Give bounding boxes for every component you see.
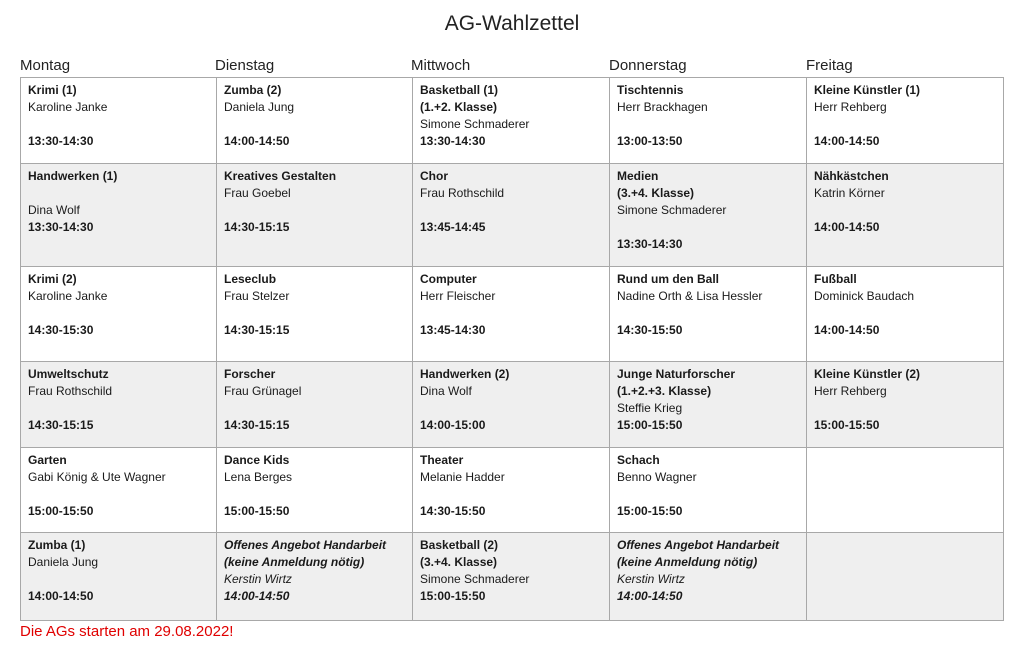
- spacer-line: [814, 116, 997, 133]
- spacer-line: [814, 202, 997, 219]
- activity-name: Chor: [420, 169, 448, 183]
- activity-detail: Frau Stelzer: [224, 289, 290, 303]
- activity-detail: Steffie Krieg: [617, 401, 683, 415]
- activity-detail: Benno Wagner: [617, 470, 697, 484]
- schedule-row: [21, 267, 1004, 362]
- spacer-line: [420, 486, 603, 503]
- activity-cell: [413, 267, 610, 362]
- activity-time: 14:00-14:50: [28, 589, 94, 603]
- spacer-line: [224, 202, 406, 219]
- page-title: AG-Wahlzettel: [444, 12, 580, 35]
- activity-time: 15:00-15:50: [814, 418, 880, 432]
- activity-time: 13:00-13:50: [617, 134, 683, 148]
- activity-name: Kleine Künstler (2): [814, 367, 921, 381]
- activity-detail: (1.+2. Klasse): [420, 100, 498, 114]
- activity-name: Forscher: [224, 367, 276, 381]
- spacer-line: [28, 400, 210, 417]
- activity-time: 15:00-15:50: [617, 418, 683, 432]
- activity-cell: [21, 362, 217, 448]
- activity-cell: [610, 533, 807, 621]
- activity-detail: Karoline Janke: [28, 100, 108, 114]
- activity-detail: Frau Grünagel: [224, 384, 302, 398]
- activity-time: 14:30-15:15: [224, 323, 290, 337]
- activity-time: 14:30-15:15: [224, 220, 290, 234]
- activity-cell: [21, 164, 217, 267]
- activity-cell: [21, 78, 217, 164]
- activity-time: 14:00-14:50: [814, 323, 880, 337]
- activity-detail: Herr Rehberg: [814, 100, 887, 114]
- activity-name: Computer: [420, 272, 477, 286]
- day-header-dienstag: Dienstag: [215, 57, 275, 74]
- activity-detail: Kerstin Wirtz: [224, 572, 292, 586]
- activity-name: Krimi (1): [28, 83, 77, 97]
- activity-cell: [807, 267, 1004, 362]
- activity-time: 15:00-15:50: [28, 504, 94, 518]
- activity-name: Nähkästchen: [814, 169, 889, 183]
- activity-time: 13:30-14:30: [617, 237, 683, 251]
- activity-time: 13:30-14:30: [420, 134, 486, 148]
- activity-name: Handwerken (2): [420, 367, 510, 381]
- day-header-freitag: Freitag: [806, 57, 853, 74]
- schedule-row: [21, 78, 1004, 164]
- activity-detail: Simone Schmaderer: [420, 572, 530, 586]
- activity-cell: [413, 362, 610, 448]
- activity-name: Basketball (1): [420, 83, 499, 97]
- activity-cell: [610, 448, 807, 533]
- day-header-donnerstag: Donnerstag: [609, 57, 687, 74]
- spacer-line: [28, 571, 210, 588]
- activity-time: 13:30-14:30: [28, 134, 94, 148]
- activity-detail: (keine Anmeldung nötig): [617, 555, 758, 569]
- activity-cell: [21, 533, 217, 621]
- spacer-line: [617, 116, 800, 133]
- activity-detail: Simone Schmaderer: [420, 117, 530, 131]
- spacer-line: [420, 400, 603, 417]
- activity-detail: Daniela Jung: [28, 555, 99, 569]
- activity-name: Zumba (2): [224, 83, 282, 97]
- activity-detail: Dina Wolf: [420, 384, 472, 398]
- activity-name: Umweltschutz: [28, 367, 109, 381]
- activity-time: 14:30-15:30: [28, 323, 94, 337]
- activity-cell: [413, 448, 610, 533]
- activity-detail: Lena Berges: [224, 470, 293, 484]
- schedule-row: [21, 164, 1004, 267]
- activity-detail: Herr Brackhagen: [617, 100, 708, 114]
- activity-time: 13:45-14:30: [420, 323, 486, 337]
- activity-cell: [610, 78, 807, 164]
- activity-name: Handwerken (1): [28, 169, 118, 183]
- spacer-line: [224, 305, 406, 322]
- activity-time: 14:30-15:50: [420, 504, 486, 518]
- activity-name: Krimi (2): [28, 272, 77, 286]
- schedule-row: [21, 533, 1004, 621]
- activity-name: Leseclub: [224, 272, 277, 286]
- activity-time: 14:00-15:00: [420, 418, 486, 432]
- activity-name: Dance Kids: [224, 453, 290, 467]
- activity-name: Kreatives Gestalten: [224, 169, 337, 183]
- activity-time: 15:00-15:50: [224, 504, 290, 518]
- activity-cell: [610, 164, 807, 267]
- activity-detail: Frau Goebel: [224, 186, 291, 200]
- activity-detail: Dominick Baudach: [814, 289, 915, 303]
- activity-cell: [217, 164, 413, 267]
- activity-name: Garten: [28, 453, 67, 467]
- spacer-line: [814, 305, 997, 322]
- activity-time: 14:00-14:50: [224, 134, 290, 148]
- activity-time: 14:00-14:50: [814, 220, 880, 234]
- activity-time: 14:30-15:15: [224, 418, 290, 432]
- activity-detail: Katrin Körner: [814, 186, 885, 200]
- activity-detail: (3.+4. Klasse): [420, 555, 498, 569]
- spacer-line: [814, 400, 997, 417]
- spacer-line: [617, 305, 800, 322]
- activity-detail: Herr Fleischer: [420, 289, 496, 303]
- activity-cell: [413, 533, 610, 621]
- spacer-line: [420, 305, 603, 322]
- activity-time: 14:00-14:50: [617, 589, 683, 603]
- activity-detail: Kerstin Wirtz: [617, 572, 685, 586]
- activity-name: Kleine Künstler (1): [814, 83, 921, 97]
- empty-cell: [807, 448, 1004, 533]
- spacer-line: [224, 486, 406, 503]
- activity-time: 14:30-15:15: [28, 418, 94, 432]
- spacer-line: [28, 185, 210, 202]
- activity-cell: [610, 362, 807, 448]
- activity-name: Offenes Angebot Handarbeit: [224, 538, 387, 552]
- empty-cell: [807, 533, 1004, 621]
- activity-detail: (3.+4. Klasse): [617, 186, 695, 200]
- activity-detail: (1.+2.+3. Klasse): [617, 384, 712, 398]
- activity-cell: [413, 164, 610, 267]
- activity-cell: [217, 533, 413, 621]
- activity-detail: (keine Anmeldung nötig): [224, 555, 365, 569]
- activity-cell: [610, 267, 807, 362]
- activity-detail: Gabi König & Ute Wagner: [28, 470, 166, 484]
- activity-name: Basketball (2): [420, 538, 499, 552]
- activity-cell: [413, 78, 610, 164]
- activity-time: 15:00-15:50: [420, 589, 486, 603]
- activity-detail: Nadine Orth & Lisa Hessler: [617, 289, 763, 303]
- activity-name: Zumba (1): [28, 538, 86, 552]
- activity-cell: [807, 164, 1004, 267]
- spacer-line: [28, 486, 210, 503]
- activity-time: 13:45-14:45: [420, 220, 486, 234]
- activity-name: Theater: [420, 453, 464, 467]
- activity-name: Medien: [617, 169, 659, 183]
- activity-name: Fußball: [814, 272, 857, 286]
- spacer-line: [617, 486, 800, 503]
- activity-time: 14:00-14:50: [224, 589, 290, 603]
- weekday-header: [20, 57, 1004, 77]
- spacer-line: [224, 400, 406, 417]
- spacer-line: [28, 116, 210, 133]
- activity-detail: Herr Rehberg: [814, 384, 887, 398]
- activity-cell: [807, 362, 1004, 448]
- activity-name: Junge Naturforscher: [617, 367, 736, 381]
- activity-detail: Frau Rothschild: [420, 186, 505, 200]
- activity-name: Offenes Angebot Handarbeit: [617, 538, 780, 552]
- activity-cell: [807, 78, 1004, 164]
- activity-cell: [217, 267, 413, 362]
- spacer-line: [28, 305, 210, 322]
- activity-detail: Karoline Janke: [28, 289, 108, 303]
- schedule-table: [20, 77, 1004, 621]
- day-header-montag: Montag: [20, 57, 71, 74]
- activity-cell: [217, 78, 413, 164]
- activity-time: 15:00-15:50: [617, 504, 683, 518]
- activity-detail: Dina Wolf: [28, 203, 80, 217]
- activity-detail: Frau Rothschild: [28, 384, 113, 398]
- activity-time: 14:00-14:50: [814, 134, 880, 148]
- activity-name: Tischtennis: [617, 83, 684, 97]
- activity-name: Schach: [617, 453, 660, 467]
- activity-detail: Simone Schmaderer: [617, 203, 727, 217]
- start-date-notice: Die AGs starten am 29.08.2022!: [20, 623, 234, 640]
- spacer-line: [224, 116, 406, 133]
- day-header-mittwoch: Mittwoch: [411, 57, 471, 74]
- activity-name: Rund um den Ball: [617, 272, 719, 286]
- activity-cell: [217, 448, 413, 533]
- spacer-line: [420, 202, 603, 219]
- activity-time: 14:30-15:50: [617, 323, 683, 337]
- activity-detail: Melanie Hadder: [420, 470, 505, 484]
- activity-cell: [217, 362, 413, 448]
- activity-cell: [21, 267, 217, 362]
- schedule-row: [21, 448, 1004, 533]
- schedule-row: [21, 362, 1004, 448]
- activity-time: 13:30-14:30: [28, 220, 94, 234]
- activity-detail: Daniela Jung: [224, 100, 295, 114]
- spacer-line: [617, 219, 800, 236]
- activity-cell: [21, 448, 217, 533]
